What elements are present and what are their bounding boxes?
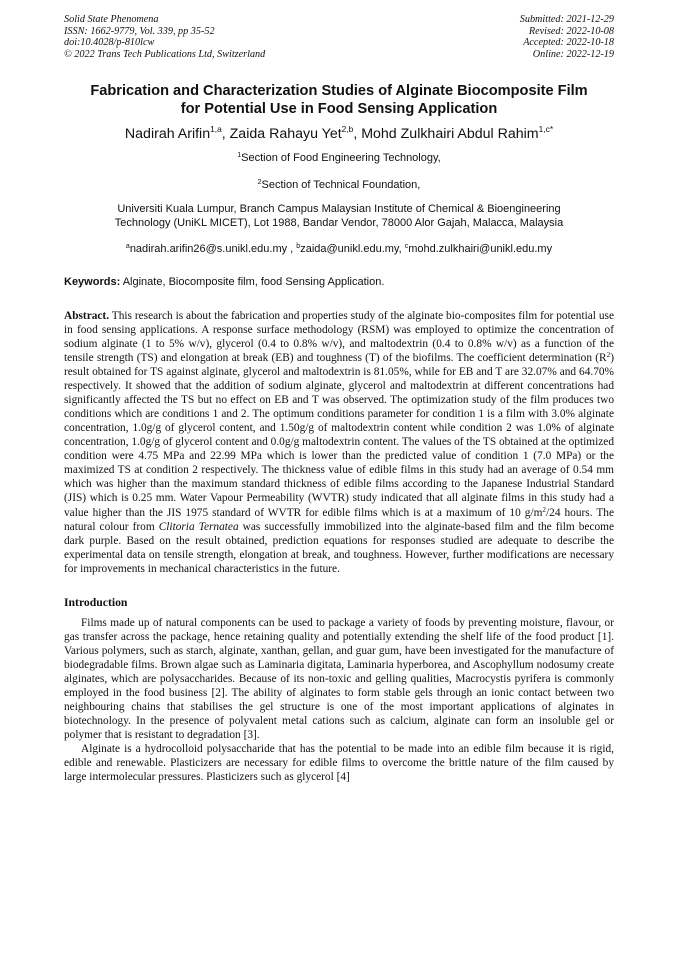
author-name: Mohd Zulkhairi Abdul Rahim xyxy=(361,126,539,143)
date-revised: Revised: 2022-10-08 xyxy=(528,25,614,37)
superscript: 2 xyxy=(606,351,611,360)
section-heading-introduction: Introduction xyxy=(64,595,128,609)
email-separator: , xyxy=(287,243,297,256)
author-list: Nadirah Arifin$^{1,a}$, Zaida Rahayu Yet$^{2,b}$, Mohd Zulkhairi Abdul Rahim$^{1,c*}$ xyxy=(124,124,554,143)
abstract-text: ) result obtained for TS against alginate, glycerol and maltodextrin is 81.05%, while for EB and T are 32.07% and 64.70% respectively. It showed that the addition of sodium alginate, glycerol and maltodextrin at different concentrations had significantly affected the TS but no effect on EB and T was observed. The optimization study of the film produces two conditions which are conditions 1 and 2. The optimum conditions parameter for condition 1 is a film with 3.0% alginate concentration, 1.0g/g of glycerol content, and 1.50g/g of maltodextrin content while condition 2 was 1.0% of alginate concentration, 1.0g/g of glycerol content and 0.0g/g maltodextrin content. The values of the TS obtained at the optimized condition were 4.75 MPa and 22.99 MPa which is lower than the predicted value of condition 1 (7.0 MPa) or the maximized TS at condition 2 respectively. The thickness value of edible films in this study had an average of 0.54 mm which was higher than the maximum standard thickness of edible films according to the Japanese Industrial Standard (JIS) which is 0.25 mm. Water Vapour Permeability (WVTR) study indicated that all alginate films in this study had a value higher than the JIS 1975 standard of WVTR for edible films which is at a maximum of 10 g/m xyxy=(64,352,614,519)
superscript: 2 xyxy=(542,505,547,514)
affiliation-text: Section of Technical Foundation, xyxy=(261,178,421,191)
email-mark: c xyxy=(404,243,409,251)
institution-line-1: Universiti Kuala Lumpur, Branch Campus Malaysian Institute of Chemical & Bioengineering xyxy=(117,203,561,216)
affiliation-2 xyxy=(64,176,614,193)
keywords xyxy=(64,276,614,288)
paper-page xyxy=(64,14,614,784)
journal-issn: ISSN: 1662-9779, Vol. 339, pp 35-52 xyxy=(64,25,215,37)
author-emails xyxy=(64,240,614,257)
abstract-text: /24 hours. The natural colour from xyxy=(64,506,614,533)
introduction-paragraph-2: Alginate is a hydrocolloid polysaccharide that has the potential to be made into an edible film because it is rigid, edible and renewable. Plasticizers are necessary for edible films to overcome the brittle nature of the film caused by large intermolecular pressures. Plasticizers such as glycerol [4] xyxy=(64,743,614,784)
abstract xyxy=(64,309,614,576)
author-affiliation-mark: 2,b xyxy=(341,124,354,135)
abstract-text: was successfully immobilized into the alginate-based film and the film become dark purple. Based on the result obtained, prediction equations for responses studied are adequate to describe the experimental data on tensile strength, elongation at break, and toughness. However, further modifications are necessary for improvements in mechanical characteristics in the future. xyxy=(64,520,615,575)
email-link[interactable]: zaida@unikl.edu.my xyxy=(300,243,399,256)
journal-header xyxy=(64,14,614,60)
author-affiliation-mark: 1,c* xyxy=(538,124,554,135)
affiliation-mark: 2 xyxy=(257,178,262,186)
keywords-label: Keywords: xyxy=(64,275,121,288)
introduction-paragraph-1: Films made up of natural components can be used to package a variety of foods by preventing moisture, flavour, or gas transfer across the package, hence retaining quality and potentially extending the shelf life of the food product [1]. Various polymers, such as starch, alginate, xanthan, gellan, and guar gum, have been investigated for the manufacture of biodegradable films. Brown algae such as Laminaria digitata, Laminaria hyperborea, and Ascophyllum nodosumy create alginates, which are polysaccharides. Because of its non-toxic and gelling qualities, Macrocystis pyrifera is commonly employed in the food business [2]. The ability of alginates to form stable gels through an ionic contact between two neighbouring chains that stabilises the gel structure is one of the most important applications of alginates in biotechnology. In the presence of polyvalent metal cations such as calcium, alginate can form an insoluble gel or polymer that is resistant to degradation [3]. xyxy=(64,616,614,742)
publication-dates xyxy=(520,14,614,60)
journal-doi[interactable]: doi:10.4028/p-810lcw xyxy=(64,37,155,49)
journal-name: Solid State Phenomena xyxy=(64,14,159,25)
affiliation-1 xyxy=(64,149,614,166)
affiliation-text: Section of Food Engineering Technology, xyxy=(241,152,441,165)
date-accepted: Accepted: 2022-10-18 xyxy=(523,37,614,49)
title-line-2: for Potential Use in Food Sensing Application xyxy=(180,100,498,117)
author-affiliation-mark: 1,a xyxy=(210,124,222,135)
institution-line-2: Technology (UniKL MICET), Lot 1988, Bandar Vendor, 78000 Alor Gajah, Malacca, Malaysia xyxy=(114,216,564,229)
email-separator: , xyxy=(398,243,405,256)
email-link[interactable]: mohd.zulkhairi@unikl.edu.my xyxy=(408,243,553,256)
email-link[interactable]: nadirah.arifin26@s.unikl.edu.my xyxy=(129,243,288,256)
journal-copyright: © 2022 Trans Tech Publications Ltd, Switzerland xyxy=(64,48,266,60)
title-line-1: Fabrication and Characterization Studies of Alginate Biocomposite Film xyxy=(90,83,588,100)
affiliation-mark: 1 xyxy=(237,152,242,160)
email-mark: b xyxy=(296,243,301,251)
journal-info xyxy=(64,14,265,60)
date-online: Online: 2022-12-19 xyxy=(532,48,614,60)
paper-title xyxy=(64,83,614,118)
date-submitted: Submitted: 2021-12-29 xyxy=(519,14,614,25)
affiliation-institution xyxy=(64,203,614,230)
abstract-label: Abstract. xyxy=(64,309,110,322)
keywords-text: Alginate, Biocomposite film, food Sensing Application. xyxy=(120,275,385,288)
author-name: Nadirah Arifin xyxy=(124,126,211,143)
email-mark: a xyxy=(125,243,130,251)
author-name: Zaida Rahayu Yet xyxy=(229,126,342,143)
abstract-text: This research is about the fabrication and properties study of the alginate bio-composites film for potential use in food sensing applications. A response surface methodology (RSM) was employed to optimize the concentration of sodium alginate (1 to 5% w/v), glycerol (0.4 to 0.8% w/v), and maltodextrin (0.4 to 0.8% w/v) as a function of the tensile strength (TS) and elongation at break (EB) and toughness (T) of the biofilms. The coefficient determination (R xyxy=(64,309,614,365)
species-name: Clitoria Ternatea xyxy=(158,520,239,533)
